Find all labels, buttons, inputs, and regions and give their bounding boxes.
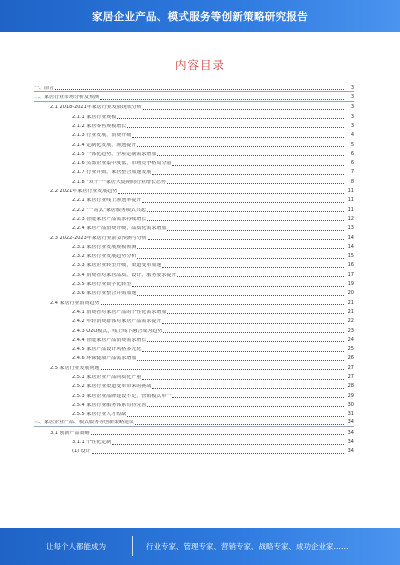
footer-divider [132,536,133,556]
toc-entry-page: 3 [350,113,354,120]
toc-entry[interactable] [34,222,354,231]
toc-leader-dots [101,369,344,370]
footer-roles: 行业专家、管理专家、营销专家、战略专家、成功企业家…… [146,542,349,551]
report-title: 家居企业产品、模式服务等创新策略研究报告 [92,11,308,23]
toc-entry[interactable] [34,195,354,204]
toc-entry[interactable] [34,381,354,390]
toc-entry-title: 2.5.4 家居行业服务体系有待完善 [72,402,147,408]
toc-leader-dots [157,155,344,156]
toc-entry[interactable] [34,83,354,92]
toc-entry-page: 8 [350,178,354,185]
toc-entry-title: 三、家居企业产品、模式服务等创新策略建议 [34,420,135,426]
toc-entry-page: 19 [347,281,354,288]
toc-entry[interactable] [34,269,354,278]
toc-entry[interactable] [34,418,354,427]
toc-entry-title: 2.5.1 家居企业产品同质化严重 [72,375,142,380]
toc-entry-page: 23 [347,327,354,334]
toc-entry-page: 5 [350,141,354,148]
toc-entry[interactable] [34,241,354,250]
toc-leader-dots [148,239,344,240]
toc-entry[interactable] [34,325,354,334]
toc-entry-title: 2.1.4 定制化发展，渗透提升 [72,142,137,148]
toc-entry[interactable] [34,297,354,306]
toc-entry-page: 6 [350,150,354,157]
toc-entry-page: 27 [347,364,354,371]
toc-entry[interactable] [34,176,354,185]
toc-entry-page: 7 [350,169,354,176]
toc-entry[interactable] [34,139,354,148]
toc-entry[interactable] [34,148,354,157]
toc-entry-page: 34 [347,448,354,455]
toc-entry[interactable] [34,129,354,138]
table-of-contents [34,83,354,455]
toc-leader-dots [147,220,344,221]
toc-entry-title: 2.2.1 家居行业线上渗透率提升 [72,198,142,204]
toc-entry-title: 2.3.1 家居行业发展规模预测 [72,244,137,250]
toc-entry[interactable] [34,157,354,166]
toc-entry-title: 2.1.8 "双十一"家居大促期间行业增长态势 [72,179,166,185]
toc-entry-page: 11 [347,188,354,195]
toc-entry-title: (1) 设计 [72,449,91,455]
toc-entry-page: 34 [347,419,354,426]
toc-entry[interactable] [34,232,354,241]
toc-entry-title: 2.4.4 智能家居产品消费需求增长 [72,337,147,343]
toc-leader-dots [147,341,344,342]
toc-entry-title: 2.1.5 一体化趋势，全屋定制需求增加 [72,151,157,157]
toc-entry-page: 15 [347,253,354,260]
toc-entry[interactable] [34,334,354,343]
toc-entry-title: 2.1.6 头部企业集中度低，市场竞争格局分散 [72,161,172,167]
toc-leader-dots [132,286,344,287]
toc-leader-dots [152,388,344,389]
toc-entry-page: 30 [347,401,354,408]
toc-entry-title: 2.2.3 智能家居产品需求持续增长 [72,216,147,222]
toc-entry-page: 28 [347,383,354,390]
footer-slogan: 让每个人都能成为 [46,542,106,551]
toc-entry-page: 29 [347,392,354,399]
toc-entry-title: 2.3.5 家居行业数字化转型 [72,282,132,288]
toc-leader-dots [143,109,344,110]
toc-leader-dots [162,323,344,324]
toc-entry-page: 24 [347,336,354,343]
toc-entry[interactable] [34,436,354,445]
toc-entry-page: 17 [347,271,354,278]
toc-leader-dots [101,304,344,305]
toc-entry[interactable] [34,185,354,194]
toc-leader-dots [135,424,344,425]
toc-leader-dots [177,276,344,277]
toc-entry[interactable] [34,427,354,436]
toc-leader-dots [142,351,344,352]
toc-entry-page: 27 [347,374,354,380]
toc-leader-dots [117,118,344,119]
toc-entry[interactable] [34,204,354,213]
toc-entry-title: 2.4.2 年轻消费群体对家居产品需求提升 [72,319,162,325]
toc-entry-page: 3 [350,104,354,111]
toc-leader-dots [132,137,344,138]
toc-entry-title: 2.5.5 家居行业人才短缺 [72,412,127,418]
toc-entry-page: 34 [347,439,354,446]
toc-entry[interactable] [34,111,354,120]
toc-leader-dots [137,360,344,361]
toc-entry-title: 2.1.1 家居行业规模 [72,114,117,120]
toc-entry[interactable] [34,278,354,287]
footer-bar [0,528,400,565]
toc-leader-dots [172,397,344,398]
toc-entry-page: 3 [350,84,354,91]
toc-leader-dots [167,230,344,231]
toc-leader-dots [147,406,344,407]
toc-entry[interactable] [34,362,354,371]
toc-entry-page: 11 [347,206,354,213]
toc-entry-page: 26 [347,355,354,362]
toc-entry-title: 2.5 家居行业发展问题 [50,365,100,371]
toc-entry[interactable] [34,408,354,417]
toc-leader-dots [137,258,344,259]
toc-entry-title: 2.1.3 行业发展，消费升级 [72,133,132,139]
toc-heading: 内容目录 [175,58,225,72]
toc-entry[interactable] [34,343,354,352]
toc-entry-title: 2.3 2022-2023年家居行业前景预测与分析 [50,235,147,241]
toc-entry[interactable] [34,399,354,408]
toc-leader-dots [137,146,344,147]
toc-leader-dots [127,416,344,417]
toc-leader-dots [137,295,344,296]
report-header-bar [0,0,400,32]
toc-entry-title: 3.1.1 个性化定制 [72,440,112,446]
toc-entry-title: 2.1.2 家居零售规模增长 [72,123,127,129]
toc-leader-dots [163,332,344,333]
toc-entry-title: 2.2.2 "一站式"家居服务模式兴起 [72,207,146,213]
toc-entry-page: 34 [347,429,354,436]
toc-entry-title: 2.3.6 家居行业整合并购加速 [72,291,137,297]
toc-entry-title: 2.2.4 家居产品消费升级，品质化需求增加 [72,226,167,232]
toc-entry-page: 4 [350,132,354,139]
toc-leader-dots [162,267,344,268]
toc-leader-dots [112,444,344,445]
toc-entry-title: 2.5.3 家居企业品牌建设不足，营销模式单一 [72,393,172,399]
toc-leader-dots [100,99,344,100]
toc-leader-dots [152,174,344,175]
toc-leader-dots [142,379,344,380]
toc-entry-page: 14 [347,234,354,241]
toc-entry-title: 2.3.3 家居企业转型升级，渠道变革加速 [72,263,162,269]
toc-entry-page: 25 [347,346,354,353]
toc-entry[interactable] [34,213,354,222]
toc-entry-title: 2.3.4 消费者对家居品质、设计、服务要求提升 [72,272,177,278]
toc-entry[interactable] [34,92,354,101]
toc-entry[interactable] [34,390,354,399]
toc-leader-dots [92,453,344,454]
toc-entry-title: 2.1.7 行业并购，家居整合加速发展 [72,170,152,176]
toc-entry-page: 6 [350,160,354,167]
toc-entry-page: 12 [347,215,354,222]
toc-entry-title: 2.5.2 家居行业渠道变革带来的挑战 [72,384,152,390]
toc-entry-title: 2.4.5 家居产品设计风格多元化 [72,347,142,353]
toc-leader-dots [55,89,344,90]
toc-entry-page: 11 [347,197,354,204]
toc-leader-dots [137,248,344,249]
toc-entry-page: 21 [347,308,354,315]
toc-entry-title: 2.4.6 环保健康产品需求增加 [72,356,137,362]
toc-entry-page: 3 [350,122,354,129]
toc-leader-dots [167,313,344,314]
toc-entry-title: 3.1 创新产品策略 [50,430,90,436]
toc-entry[interactable] [34,250,354,259]
toc-leader-dots [118,193,344,194]
toc-entry-page: 3 [350,94,354,101]
toc-entry-title: 2.4.3 O2O模式，线上线下融合成为趋势 [72,328,163,334]
toc-leader-dots [142,202,344,203]
toc-entry[interactable] [34,260,354,269]
toc-entry[interactable] [34,288,354,297]
toc-entry[interactable] [34,446,354,455]
toc-entry-title: 2.4.1 消费者对家居产品的个性化需求增加 [72,309,167,315]
toc-leader-dots [172,165,344,166]
toc-entry[interactable] [34,120,354,129]
toc-leader-dots [91,434,344,435]
toc-entry-title: 2.3.2 家居行业发展趋势分析 [72,254,137,260]
toc-entry[interactable] [34,102,354,111]
toc-entry-title: 2.1 2018-2021年家居行业发展现状分析 [50,105,142,111]
toc-entry-page: 16 [347,262,354,269]
toc-entry[interactable] [34,353,354,362]
toc-entry[interactable] [34,371,354,380]
toc-leader-dots [147,211,344,212]
toc-entry-title: 2.2 2021年家居行业发展趋势 [50,189,118,195]
toc-entry-page: 20 [347,290,354,297]
toc-leader-dots [167,183,344,184]
toc-entry-page: 22 [347,318,354,325]
toc-entry-title: 2.4 家居行业消费趋势 [50,300,100,306]
toc-leader-dots [127,127,344,128]
toc-entry[interactable] [34,167,354,176]
toc-entry-page: 14 [347,243,354,250]
toc-entry-page: 31 [347,411,354,418]
toc-entry-page: 21 [347,299,354,306]
toc-entry-title: 一、前言 [34,85,55,91]
toc-entry-page: 13 [347,225,354,232]
toc-entry[interactable] [34,306,354,315]
toc-entry-title: 二、家居行业市场分析及预测 [34,95,100,101]
toc-entry[interactable] [34,315,354,324]
